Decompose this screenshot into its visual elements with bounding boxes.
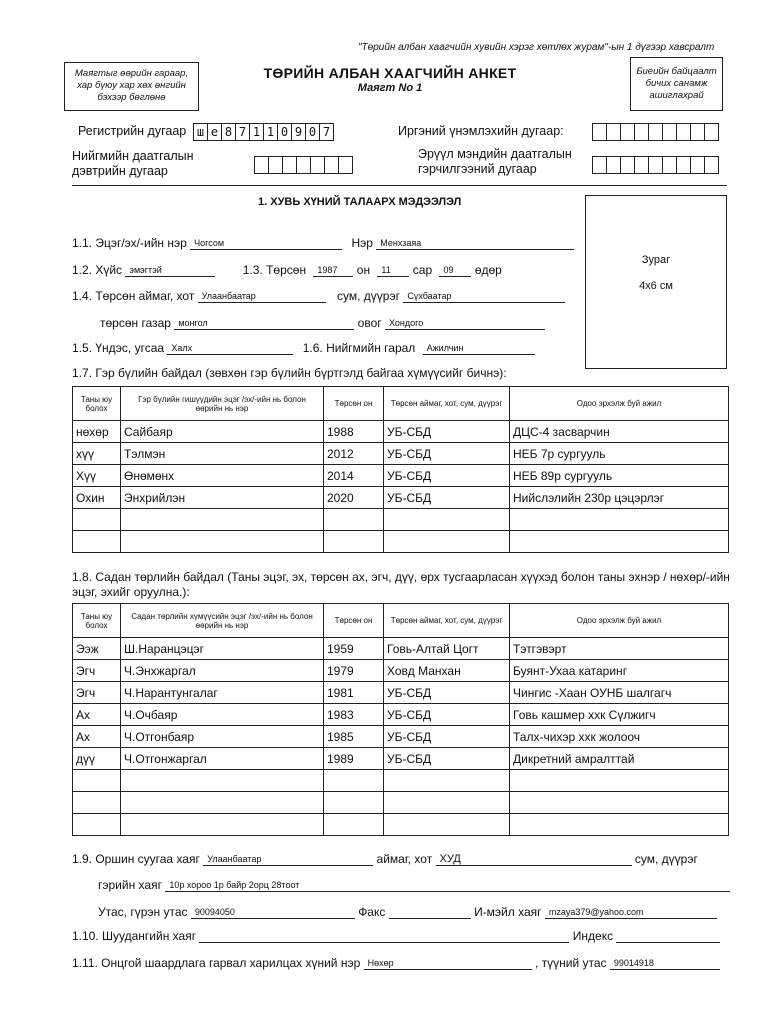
kinship-cell[interactable] [510, 814, 729, 836]
kinship-cell[interactable]: Ах [73, 704, 121, 726]
phone-field[interactable]: 90094050 [191, 905, 355, 919]
family-cell[interactable] [384, 509, 510, 531]
kinship-cell[interactable]: 1981 [324, 682, 384, 704]
family-row [73, 465, 729, 487]
page-subtitle: Маягт No 1 [357, 82, 423, 94]
parent-name-label: 1.1. Эцэг/эх/-ийн нэр [72, 236, 187, 250]
kinship-cell[interactable] [73, 814, 121, 836]
kinship-cell[interactable]: Ч.Энхжаргал [121, 660, 324, 682]
social-origin-label: 1.6. Нийгмийн гарал [302, 341, 416, 355]
family-cell[interactable]: 2012 [324, 443, 384, 465]
kinship-header-cell: Төрсөн аймаг, хот, сум, дүүрэг [384, 604, 510, 638]
postal-label: 1.10. Шуудангийн хаяг [72, 929, 197, 943]
family-header-cell: Гэр бүлийн гишүүдийн эцэг /эх/-ийн нь болон өөрийн нь нэр [121, 387, 324, 421]
family-cell[interactable] [510, 531, 729, 553]
kinship-cell[interactable]: Буянт-Ухаа катаринг [510, 660, 729, 682]
reg-label: Регистрийн дугаар [78, 124, 187, 138]
kinship-row [73, 704, 729, 726]
divider [72, 185, 727, 186]
social-insurance-label: Нийгмийн даатгалын дэвтрийн дугаар [72, 149, 194, 178]
birth-month-unit: сар [412, 263, 433, 277]
kinship-cell[interactable]: Ч.Отгонбаяр [121, 726, 324, 748]
family-cell[interactable] [73, 531, 121, 553]
kinship-cell[interactable] [324, 792, 384, 814]
kinship-cell[interactable]: 1959 [324, 638, 384, 660]
reg-char-box[interactable]: 7 [236, 123, 250, 141]
kinship-row [73, 792, 729, 814]
photo-size: 4х6 см [639, 280, 673, 292]
family-header-cell: Төрсөн он [324, 387, 384, 421]
family-cell[interactable]: 1988 [324, 421, 384, 443]
family-cell[interactable]: Өнөмөнх [121, 465, 324, 487]
kinship-cell[interactable]: Ч.Очбаяр [121, 704, 324, 726]
kinship-row [73, 682, 729, 704]
family-cell[interactable]: нөхөр [73, 421, 121, 443]
kinship-cell[interactable] [384, 814, 510, 836]
home-address-label: гэрийн хаяг [98, 878, 162, 892]
family-cell[interactable]: Нийслэлийн 230р цэцэрлэг [510, 487, 729, 509]
kinship-cell[interactable]: Ч.Нарантунгалаг [121, 682, 324, 704]
kinship-cell[interactable]: Эгч [73, 660, 121, 682]
index-field[interactable] [616, 929, 720, 943]
emergency-phone-field[interactable]: 99014918 [610, 956, 720, 970]
kinship-cell[interactable]: Чингис -Хаан ОУНБ шалгагч [510, 682, 729, 704]
kinship-cell[interactable]: 1983 [324, 704, 384, 726]
ethnicity-label: 1.5. Үндэс, угсаа [72, 341, 165, 355]
citizen-id-boxes[interactable] [592, 123, 719, 141]
family-table [72, 386, 729, 553]
kinship-cell[interactable]: Ээж [73, 638, 121, 660]
residence-label: 1.9. Оршин суугаа хаяг [72, 852, 200, 866]
kinship-cell[interactable]: Говь-Алтай Цогт [384, 638, 510, 660]
kinship-cell[interactable] [510, 770, 729, 792]
social-insurance-boxes[interactable] [254, 156, 353, 174]
kinship-cell[interactable]: Говь кашмер ххк Сүлжигч [510, 704, 729, 726]
gender-field[interactable]: эмэгтэй [125, 263, 215, 277]
kinship-cell[interactable]: Ш.Наранцэцэг [121, 638, 324, 660]
reg-char-box[interactable]: 0 [306, 123, 320, 141]
kinship-cell[interactable]: 1989 [324, 748, 384, 770]
clan-label: овог [357, 316, 382, 330]
kinship-cell[interactable]: УБ-СБД [384, 682, 510, 704]
birth-day-field[interactable]: 09 [439, 263, 471, 277]
family-cell[interactable]: Сайбаяр [121, 421, 324, 443]
residence-aimag-label: аймаг, хот [376, 852, 433, 866]
kinship-cell[interactable]: Ч.Отгонжаргал [121, 748, 324, 770]
home-address-field[interactable]: 10р хороо 1р байр 2орц 28тоот [165, 878, 730, 892]
parent-name-field[interactable]: Чогсом [190, 236, 342, 250]
family-cell[interactable]: ДЦС-4 засварчин [510, 421, 729, 443]
birth-place-field[interactable]: монгол [174, 316, 354, 330]
kinship-header-row [73, 604, 729, 638]
reg-char-box[interactable]: 1 [250, 123, 264, 141]
top-note: "Төрийн албан хаагчийн хувийн хэрэг хөтлөх журам"-ын 1 дүгээр хавсралт [358, 42, 715, 53]
right-note: Биеийн байцаалт бичих санамж ашиглахрай [630, 57, 723, 111]
reg-char-box[interactable]: 8 [222, 123, 236, 141]
family-cell[interactable]: 2014 [324, 465, 384, 487]
page-title: ТӨРИЙН АЛБАН ХААГЧИЙН АНКЕТ [263, 65, 517, 81]
kinship-cell[interactable] [121, 792, 324, 814]
citizen-id-label: Иргэний үнэмлэхийн дугаар: [398, 124, 564, 138]
kinship-header-cell: Таны юу болох [73, 604, 121, 638]
family-cell[interactable] [324, 531, 384, 553]
reg-char-box[interactable]: 9 [292, 123, 306, 141]
phone-label: Утас, гүрэн утас [98, 905, 188, 919]
kinship-table [72, 603, 729, 836]
family-row [73, 531, 729, 553]
reg-number-boxes[interactable] [193, 123, 334, 141]
residence-sum-label: сум, дүүрэг [634, 852, 698, 866]
reg-char-box[interactable]: ш [193, 123, 208, 141]
family-cell[interactable]: Тэлмэн [121, 443, 324, 465]
family-row [73, 487, 729, 509]
kinship-cell[interactable]: Эгч [73, 682, 121, 704]
first-name-label: Нэр [351, 236, 373, 250]
email-field[interactable]: mzaya379@yahoo.com [545, 905, 717, 919]
email-label: И-мэйл хаяг [474, 905, 542, 919]
family-cell[interactable] [510, 509, 729, 531]
family-header-cell: Одоо эрхэлж буй ажил [510, 387, 729, 421]
emergency-name-field[interactable]: Нөхөр [364, 956, 532, 970]
kinship-cell[interactable] [121, 770, 324, 792]
kinship-row [73, 638, 729, 660]
emergency-phone-label: , түүний утас [534, 956, 607, 970]
health-insurance-label: Эрүүл мэндийн даатгалын гэрчилгээний дугаар [418, 147, 572, 176]
family-cell[interactable]: Охин [73, 487, 121, 509]
photo-label: Зураг [641, 254, 671, 266]
kinship-cell[interactable] [324, 814, 384, 836]
kinship-cell[interactable] [121, 814, 324, 836]
kinship-cell[interactable]: Ховд Манхан [384, 660, 510, 682]
family-cell[interactable]: хүү [73, 443, 121, 465]
residence-aimag-field[interactable]: Улаанбаатар [203, 852, 373, 866]
clan-field[interactable]: Хондого [385, 316, 545, 330]
reg-char-box[interactable]: 7 [320, 123, 334, 141]
section1-title: 1. ХУВЬ ХҮНИЙ ТАЛААРХ МЭДЭЭЛЭЛ [258, 196, 462, 208]
family-row [73, 509, 729, 531]
family-cell[interactable]: Хүү [73, 465, 121, 487]
family-cell[interactable]: Энхрийлэн [121, 487, 324, 509]
reg-char-box[interactable]: 0 [278, 123, 292, 141]
photo-box[interactable] [585, 195, 727, 369]
left-note: Маягтыг өөрийн гараар, хар бүюу хар хөх өнгийн бэхээр бөглөнө [64, 62, 199, 111]
birth-day-unit: өдөр [474, 263, 502, 277]
fax-label: Факс [358, 905, 386, 919]
kinship-cell[interactable] [384, 770, 510, 792]
family-header-row [73, 387, 729, 421]
kinship-cell[interactable]: Ах [73, 726, 121, 748]
family-cell[interactable]: НЕБ 89р сургууль [510, 465, 729, 487]
postal-field[interactable] [199, 929, 569, 943]
kinship-cell[interactable]: Талх-чихэр ххк жолооч [510, 726, 729, 748]
birth-year-field[interactable]: 1987 [313, 263, 353, 277]
family-cell[interactable]: НЕБ 7р сургууль [510, 443, 729, 465]
kinship-row [73, 726, 729, 748]
kinship-header-cell: Садан төрлийн хүмүүсийн эцэг /эх/-ийн нь болон өөрийн нь нэр [121, 604, 324, 638]
family-row [73, 421, 729, 443]
residence-city-field[interactable]: ХУД [436, 852, 632, 866]
ethnicity-field[interactable]: Халх [167, 341, 293, 355]
kinship-cell[interactable] [384, 792, 510, 814]
family-cell[interactable]: УБ-СБД [384, 465, 510, 487]
family-row [73, 443, 729, 465]
birth-label: 1.3. Төрсөн [242, 263, 307, 277]
reg-char-box[interactable]: 1 [264, 123, 278, 141]
family-cell[interactable] [73, 509, 121, 531]
birth-place-label: төрсөн газар [100, 316, 171, 330]
kinship-cell[interactable]: УБ-СБД [384, 726, 510, 748]
family-cell[interactable]: УБ-СБД [384, 421, 510, 443]
kinship-cell[interactable]: Дикретний амралттай [510, 748, 729, 770]
kinship-cell[interactable]: 1985 [324, 726, 384, 748]
kinship-cell[interactable]: Тэтгэвэрт [510, 638, 729, 660]
family-cell[interactable] [121, 531, 324, 553]
kinship-cell[interactable]: УБ-СБД [384, 704, 510, 726]
first-name-field[interactable]: Менхзаяа [376, 236, 574, 250]
health-insurance-boxes[interactable] [592, 156, 719, 174]
kinship-header-cell: Одоо эрхэлж буй ажил [510, 604, 729, 638]
social-origin-field[interactable]: Ажилчин [423, 341, 535, 355]
kinship-row [73, 660, 729, 682]
birth-sum-label: сум, дүүрэг [337, 289, 400, 303]
reg-char-box[interactable]: е [208, 123, 222, 141]
family-cell[interactable]: 2020 [324, 487, 384, 509]
kinship-cell[interactable]: дүү [73, 748, 121, 770]
index-label: Индекс [572, 929, 614, 943]
kinship-row [73, 770, 729, 792]
emergency-label: 1.11. Онцгой шаардлага гарвал харилцах хүний нэр [72, 956, 361, 970]
birth-year-unit: он [356, 263, 371, 277]
family-cell[interactable] [121, 509, 324, 531]
family-cell[interactable] [384, 531, 510, 553]
family-header-cell: Төрсөн аймаг, хот, сум, дүүрэг [384, 387, 510, 421]
kinship-cell[interactable] [510, 792, 729, 814]
fax-field[interactable] [389, 905, 471, 919]
birth-month-field[interactable]: 11 [377, 263, 409, 277]
family-cell[interactable] [324, 509, 384, 531]
kinship-cell[interactable] [73, 770, 121, 792]
kinship-header-cell: Төрсөн он [324, 604, 384, 638]
kinship-cell[interactable]: УБ-СБД [384, 748, 510, 770]
family-cell[interactable]: УБ-СБД [384, 487, 510, 509]
kinship-cell[interactable] [73, 792, 121, 814]
family-status-label: 1.7. Гэр бүлийн байдал (зөвхөн гэр бүлийн бүртгэлд байгаа хүмүүсийг бичнэ): [72, 366, 507, 380]
family-header-cell: Таны юу болох [73, 387, 121, 421]
gender-label: 1.2. Хүйс [72, 263, 123, 277]
birth-aimag-label: 1.4. Төрсөн аймаг, хот [72, 289, 195, 303]
kinship-row [73, 748, 729, 770]
birth-sum-field[interactable]: Сүхбаатар [403, 289, 565, 303]
family-cell[interactable]: УБ-СБД [384, 443, 510, 465]
kinship-row [73, 814, 729, 836]
kinship-label: 1.8. Садан төрлийн байдал (Таны эцэг, эх, төрсөн ах, эгч, дүү, өрх тусгаарласан хүүхэд болон таны эхнэр / нөхөр/-ийн эцэг, эхийг оруулна.): [72, 570, 730, 599]
kinship-cell[interactable] [324, 770, 384, 792]
birth-aimag-field[interactable]: Улаанбаатар [198, 289, 326, 303]
kinship-cell[interactable]: 1979 [324, 660, 384, 682]
